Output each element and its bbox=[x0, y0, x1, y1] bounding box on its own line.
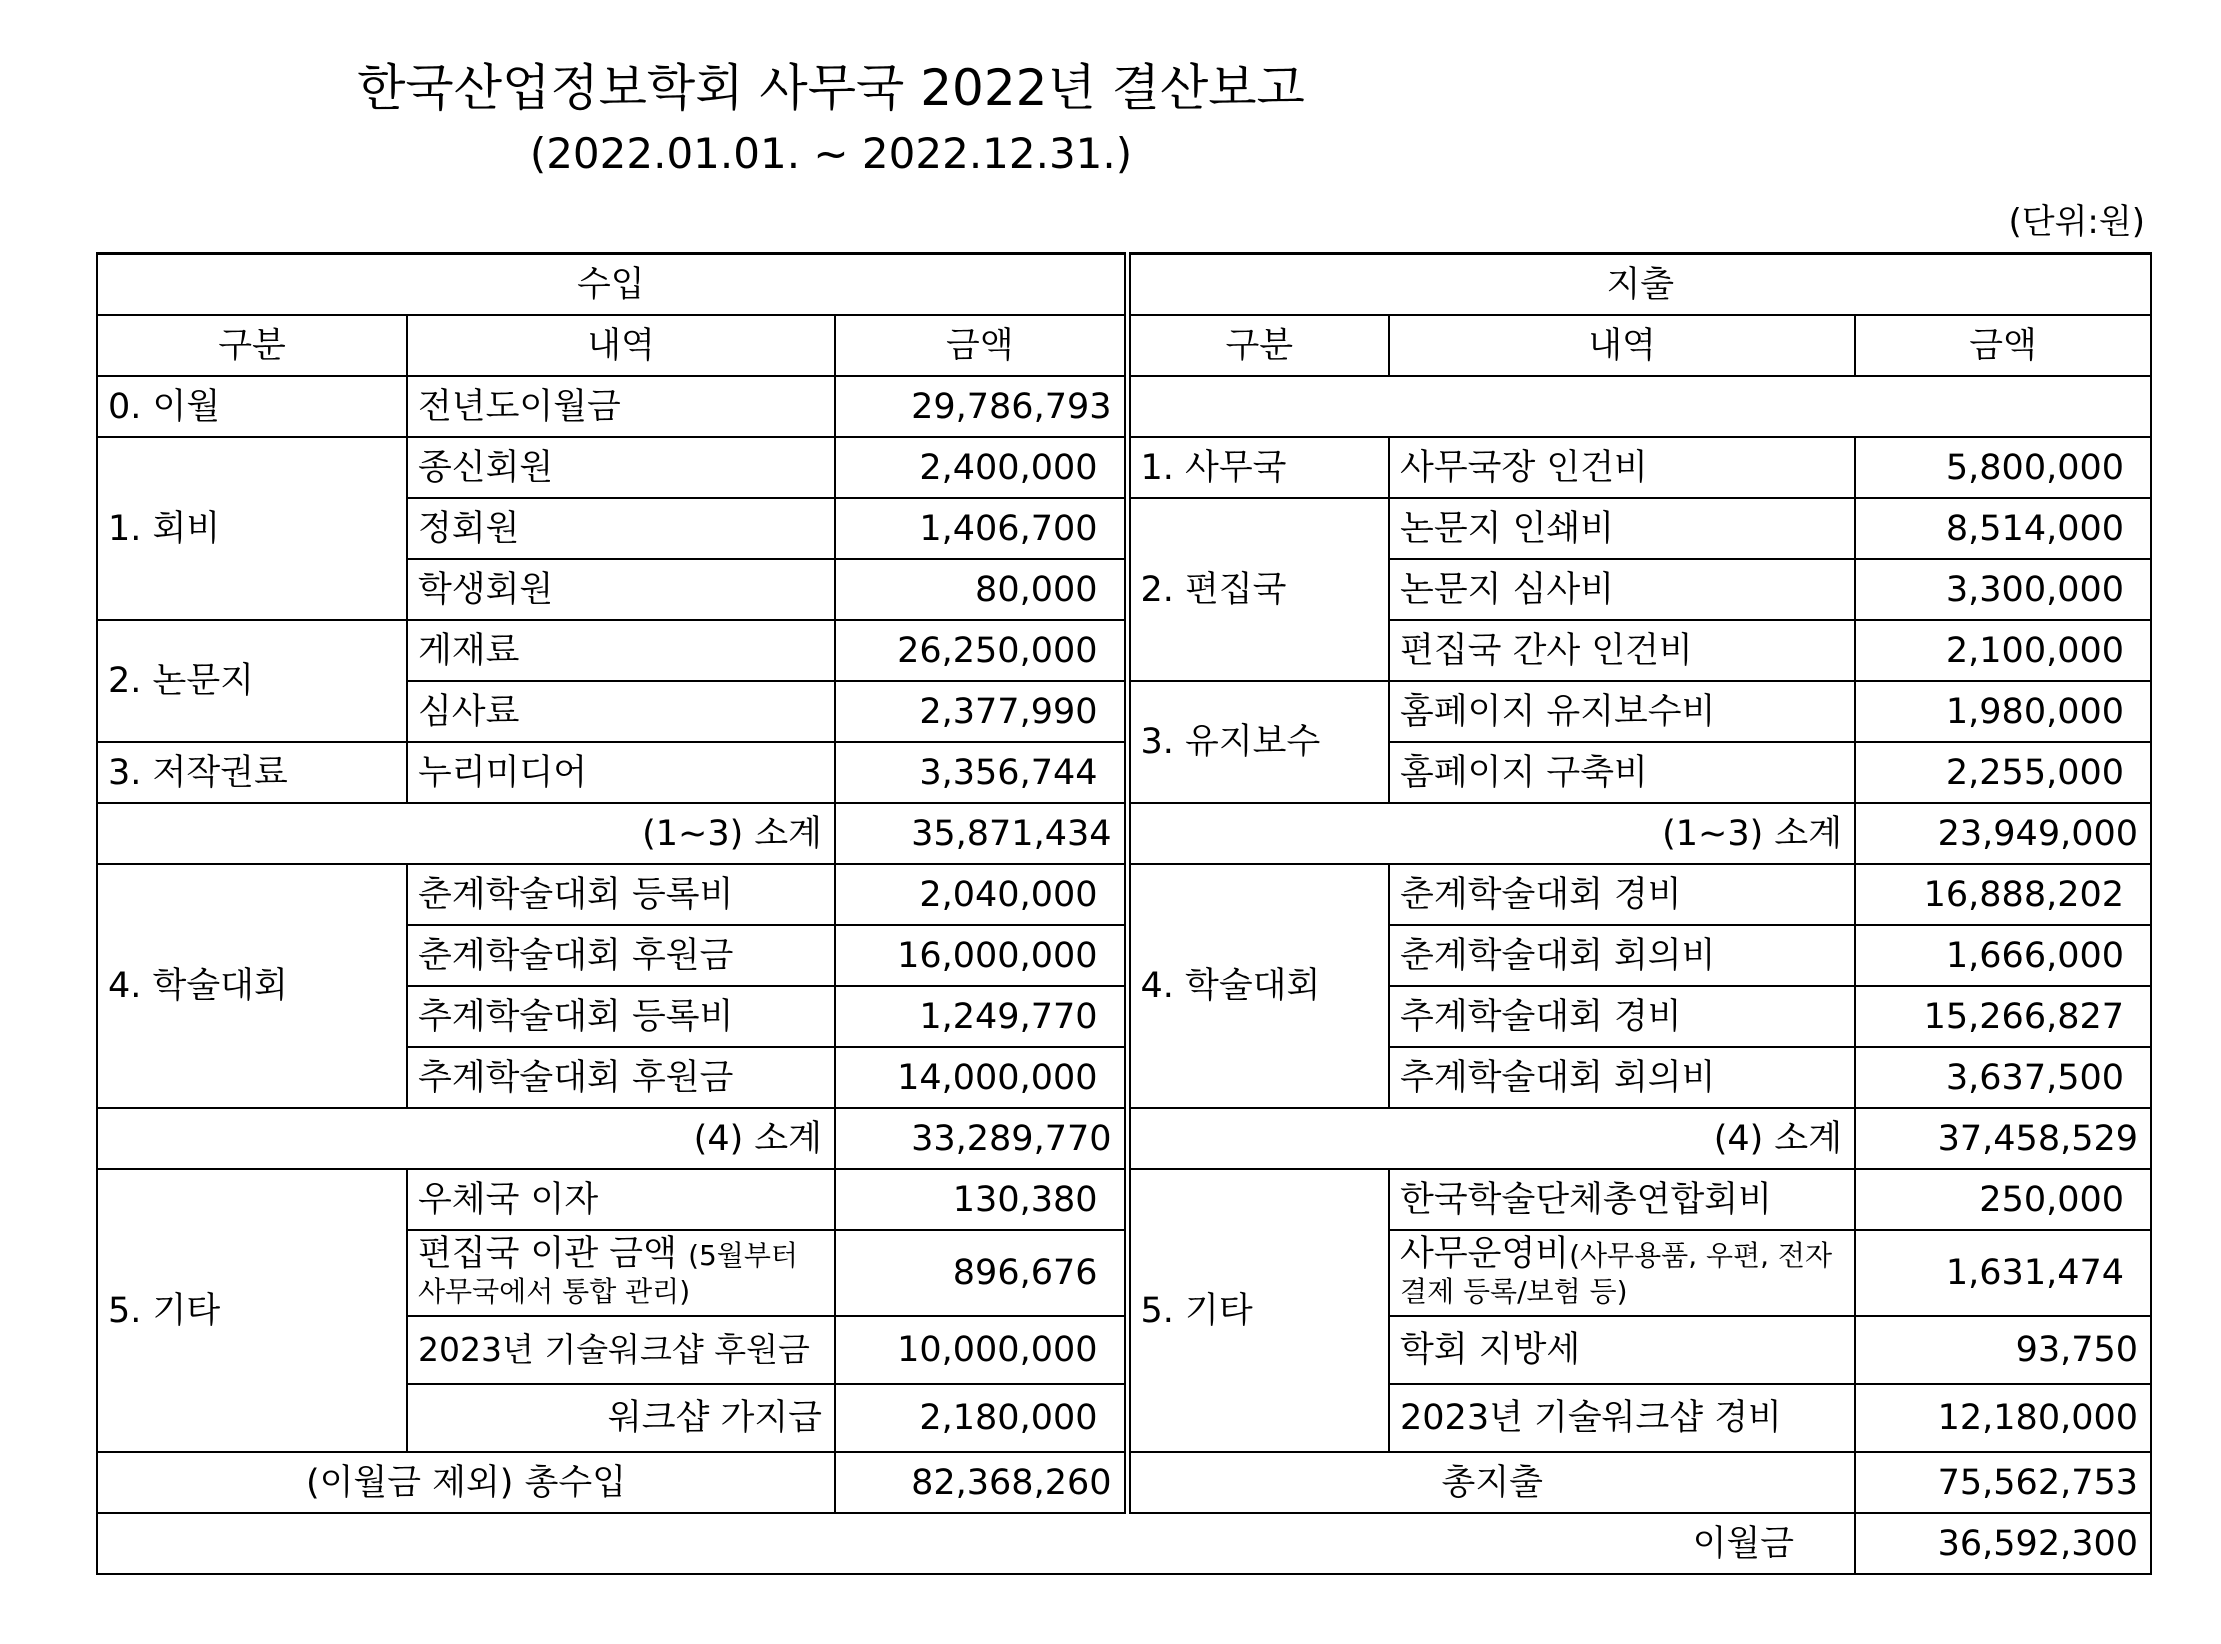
carryover-label: 이월금 bbox=[97, 1513, 1855, 1574]
income-amount: 896,676 bbox=[835, 1230, 1127, 1316]
expense-header: 지출 bbox=[1127, 254, 2151, 316]
expense-amount: 3,300,000 bbox=[1855, 559, 2151, 620]
page-title: 한국산업정보학회 사무국 2022년 결산보고 bbox=[357, 59, 1305, 117]
total-income-label: (이월금 제외) 총수입 bbox=[97, 1452, 835, 1513]
expense-amount: 250,000 bbox=[1855, 1169, 2151, 1230]
income-amount: 2,040,000 bbox=[835, 864, 1127, 925]
income-item: 2023년 기술워크샵 후원금 bbox=[407, 1316, 835, 1384]
expense-item: 편집국 간사 인건비 bbox=[1389, 620, 1855, 681]
table-row bbox=[97, 1169, 2151, 1230]
unit-label: (단위:원) bbox=[2008, 202, 2145, 242]
income-amount: 1,406,700 bbox=[835, 498, 1127, 559]
expense-item: 한국학술단체총연합회비 bbox=[1389, 1169, 1855, 1230]
expense-amount: 93,750 bbox=[1855, 1316, 2151, 1384]
income-item: 누리미디어 bbox=[407, 742, 835, 803]
income-item bbox=[407, 1230, 835, 1316]
expense-amount-header: 금액 bbox=[1855, 315, 2151, 376]
income-category: 0. 이월 bbox=[97, 376, 407, 437]
total-expense-amount: 75,562,753 bbox=[1855, 1452, 2151, 1513]
expense-item-main: 사무운영비 bbox=[1400, 1234, 1570, 1274]
section-header-row bbox=[97, 254, 2151, 316]
expense-item: 춘계학술대회 회의비 bbox=[1389, 925, 1855, 986]
column-header-row bbox=[97, 315, 2151, 376]
expense-item: 홈페이지 유지보수비 bbox=[1389, 681, 1855, 742]
expense-amount: 16,888,202 bbox=[1855, 864, 2151, 925]
total-income-amount: 82,368,260 bbox=[835, 1452, 1127, 1513]
expense-subtotal-amount: 23,949,000 bbox=[1855, 803, 2151, 864]
expense-item-note: (사무용품, 우편, 전자결제 등록/보험 등) bbox=[1400, 1239, 1832, 1308]
expense-category: 4. 학술대회 bbox=[1127, 864, 1389, 1108]
income-amount: 1,249,770 bbox=[835, 986, 1127, 1047]
expense-item: 2023년 기술워크샵 경비 bbox=[1389, 1384, 1855, 1452]
income-item: 학생회원 bbox=[407, 559, 835, 620]
expense-subtotal-amount: 37,458,529 bbox=[1855, 1108, 2151, 1169]
subtotal-row bbox=[97, 1108, 2151, 1169]
income-item: 종신회원 bbox=[407, 437, 835, 498]
income-item: 우체국 이자 bbox=[407, 1169, 835, 1230]
expense-amount: 2,100,000 bbox=[1855, 620, 2151, 681]
expense-empty-cell bbox=[1127, 376, 2151, 437]
table-row bbox=[97, 437, 2151, 498]
income-subtotal-amount: 33,289,770 bbox=[835, 1108, 1127, 1169]
expense-category: 5. 기타 bbox=[1127, 1169, 1389, 1452]
income-amount: 29,786,793 bbox=[835, 376, 1127, 437]
income-category: 3. 저작권료 bbox=[97, 742, 407, 803]
income-category: 5. 기타 bbox=[97, 1169, 407, 1452]
income-item-main: 편집국 이관 금액 bbox=[418, 1234, 689, 1274]
income-detail-header: 내역 bbox=[407, 315, 835, 376]
income-category-header: 구분 bbox=[97, 315, 407, 376]
income-amount: 3,356,744 bbox=[835, 742, 1127, 803]
expense-amount: 8,514,000 bbox=[1855, 498, 2151, 559]
total-expense-label: 총지출 bbox=[1127, 1452, 1855, 1513]
expense-item: 추계학술대회 회의비 bbox=[1389, 1047, 1855, 1108]
expense-subtotal-label: (4) 소계 bbox=[1127, 1108, 1855, 1169]
expense-category: 1. 사무국 bbox=[1127, 437, 1389, 498]
income-item: 전년도이월금 bbox=[407, 376, 835, 437]
income-subtotal-label: (1~3) 소계 bbox=[97, 803, 835, 864]
report-period: (2022.01.01. ~ 2022.12.31.) bbox=[529, 129, 1133, 178]
expense-amount: 2,255,000 bbox=[1855, 742, 2151, 803]
subtotal-row bbox=[97, 803, 2151, 864]
income-item: 춘계학술대회 등록비 bbox=[407, 864, 835, 925]
expense-item: 춘계학술대회 경비 bbox=[1389, 864, 1855, 925]
income-subtotal-amount: 35,871,434 bbox=[835, 803, 1127, 864]
income-item: 정회원 bbox=[407, 498, 835, 559]
expense-category: 3. 유지보수 bbox=[1127, 681, 1389, 803]
expense-item: 추계학술대회 경비 bbox=[1389, 986, 1855, 1047]
expense-amount: 5,800,000 bbox=[1855, 437, 2151, 498]
table-row bbox=[97, 620, 2151, 681]
expense-amount: 1,666,000 bbox=[1855, 925, 2151, 986]
income-header: 수입 bbox=[97, 254, 1127, 316]
expense-category-header: 구분 bbox=[1127, 315, 1389, 376]
income-amount: 2,180,000 bbox=[835, 1384, 1127, 1452]
expense-amount: 15,266,827 bbox=[1855, 986, 2151, 1047]
settlement-table bbox=[96, 252, 2152, 1575]
income-item: 워크샵 가지급 bbox=[407, 1384, 835, 1452]
expense-amount: 1,980,000 bbox=[1855, 681, 2151, 742]
expense-item: 논문지 심사비 bbox=[1389, 559, 1855, 620]
table-row bbox=[97, 864, 2151, 925]
income-item: 추계학술대회 등록비 bbox=[407, 986, 835, 1047]
expense-item bbox=[1389, 1230, 1855, 1316]
income-item: 추계학술대회 후원금 bbox=[407, 1047, 835, 1108]
income-amount: 2,400,000 bbox=[835, 437, 1127, 498]
income-amount: 10,000,000 bbox=[835, 1316, 1127, 1384]
expense-item: 논문지 인쇄비 bbox=[1389, 498, 1855, 559]
income-amount: 130,380 bbox=[835, 1169, 1127, 1230]
expense-item: 학회 지방세 bbox=[1389, 1316, 1855, 1384]
expense-amount: 12,180,000 bbox=[1855, 1384, 2151, 1452]
income-item: 게재료 bbox=[407, 620, 835, 681]
carryover-amount: 36,592,300 bbox=[1855, 1513, 2151, 1574]
income-item: 심사료 bbox=[407, 681, 835, 742]
expense-item: 사무국장 인건비 bbox=[1389, 437, 1855, 498]
income-amount: 14,000,000 bbox=[835, 1047, 1127, 1108]
income-subtotal-label: (4) 소계 bbox=[97, 1108, 835, 1169]
total-row bbox=[97, 1452, 2151, 1513]
income-amount-header: 금액 bbox=[835, 315, 1127, 376]
income-category: 4. 학술대회 bbox=[97, 864, 407, 1108]
expense-detail-header: 내역 bbox=[1389, 315, 1855, 376]
expense-amount: 1,631,474 bbox=[1855, 1230, 2151, 1316]
income-item: 춘계학술대회 후원금 bbox=[407, 925, 835, 986]
table-row bbox=[97, 742, 2151, 803]
income-category: 1. 회비 bbox=[97, 437, 407, 620]
income-item-note: (5월부터 사무국에서 통합 관리) bbox=[418, 1239, 798, 1308]
income-amount: 2,377,990 bbox=[835, 681, 1127, 742]
expense-amount: 3,637,500 bbox=[1855, 1047, 2151, 1108]
income-amount: 80,000 bbox=[835, 559, 1127, 620]
carryover-row bbox=[97, 1513, 2151, 1574]
income-amount: 26,250,000 bbox=[835, 620, 1127, 681]
income-amount: 16,000,000 bbox=[835, 925, 1127, 986]
expense-item: 홈페이지 구축비 bbox=[1389, 742, 1855, 803]
table-row bbox=[97, 376, 2151, 437]
income-category: 2. 논문지 bbox=[97, 620, 407, 742]
expense-category: 2. 편집국 bbox=[1127, 498, 1389, 681]
expense-subtotal-label: (1~3) 소계 bbox=[1127, 803, 1855, 864]
